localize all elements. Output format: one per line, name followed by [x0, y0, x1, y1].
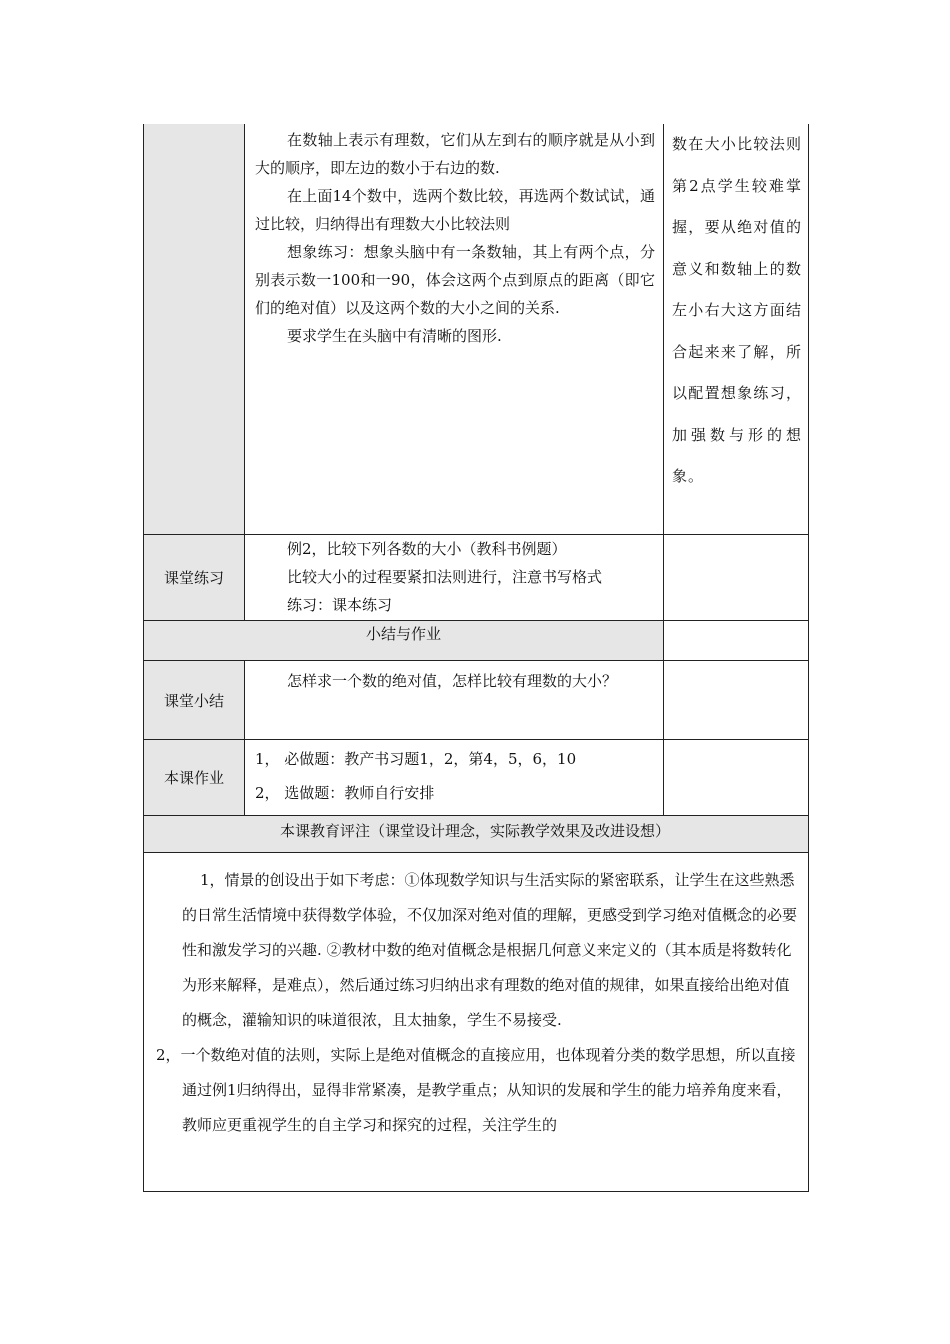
- row-label-empty: [144, 124, 245, 534]
- note-cell: 数在大小比较法则第2点学生较难掌握，要从绝对值的意义和数轴上的数左小右大这方面结合起来来了解，所以配置想象练习，加强数与形的想象。: [672, 135, 802, 485]
- paragraph: 在数轴上表示有理数，它们从左到右的顺序就是从小到大的顺序，即左边的数小于右边的数.: [255, 131, 655, 177]
- row-label: 本课作业: [144, 740, 245, 815]
- line: 例2，比较下列各数的大小（教科书例题）: [287, 540, 567, 558]
- paragraph: 想象练习：想象头脑中有一条数轴，其上有两个点，分别表示数一100和一90，体会这两个点到原点的距离（即它们的绝对值）以及这两个数的大小之间的关系.: [255, 243, 655, 317]
- content-cell: [245, 661, 664, 739]
- note-cell-empty: [664, 535, 808, 620]
- table-row-rule: [144, 124, 808, 535]
- line: 练习：课本练习: [287, 596, 393, 614]
- line: 比较大小的过程要紧扣法则进行，注意书写格式: [287, 568, 603, 586]
- paragraph: 要求学生在头脑中有清晰的图形.: [287, 327, 502, 345]
- table-row-review: [144, 853, 808, 1192]
- paragraph: 怎样求一个数的绝对值，怎样比较有理数的大小？: [287, 672, 618, 690]
- line: 1， 必做题：教产书习题1，2，第4，5，6，10: [255, 750, 577, 768]
- table-row-summary: [144, 661, 808, 740]
- content-cell: [245, 124, 664, 534]
- line: 2， 选做题：教师自行安排: [255, 784, 435, 802]
- section-header: 小结与作业: [144, 621, 664, 660]
- table-row-summary-header: [144, 621, 808, 661]
- table-row-homework: [144, 740, 808, 816]
- paragraph: 2，一个数绝对值的法则，实际上是绝对值概念的直接应用，也体现着分类的数学思想，所以直接通过例1归纳得出，显得非常紧凑，是教学重点；从知识的发展和学生的能力培养角度来看，教师应更重视学生的自主学习和探究的过程，关注学生的: [156, 1046, 796, 1134]
- note-cell-empty: [664, 661, 808, 739]
- review-cell: [144, 853, 806, 1191]
- paragraph: 1，情景的创设出于如下考虑：①体现数学知识与生活实际的紧密联系，让学生在这些熟悉的日常生活情境中获得数学体验，不仅加深对绝对值的理解，更感受到学习绝对值概念的必要性和激发学习的兴趣. ②教材中数的绝对值概念是根据几何意义来定义的（其本质是将数转化为形来解释，是难点），然后通过练习归纳出求有理数的绝对值的规律，如果直接给出绝对值的概念，灌输知识的味道很浓，且太抽象，学生不易接受.: [182, 871, 798, 1029]
- row-label: 课堂练习: [144, 535, 245, 620]
- row-label: 课堂小结: [144, 661, 245, 739]
- note-cell-empty: [664, 621, 808, 660]
- paragraph: 在上面14个数中，选两个数比较，再选两个数试试，通过比较，归纳得出有理数大小比较法则: [255, 187, 655, 233]
- note-cell-empty: [664, 740, 808, 815]
- section-header: 本课教育评注（课堂设计理念，实际教学效果及改进设想）: [279, 822, 670, 840]
- content-cell: [245, 740, 664, 815]
- table-row-practice: [144, 535, 808, 621]
- table-row-review-header: [144, 816, 808, 853]
- content-cell: [245, 535, 664, 620]
- lesson-plan-table: [143, 124, 809, 1192]
